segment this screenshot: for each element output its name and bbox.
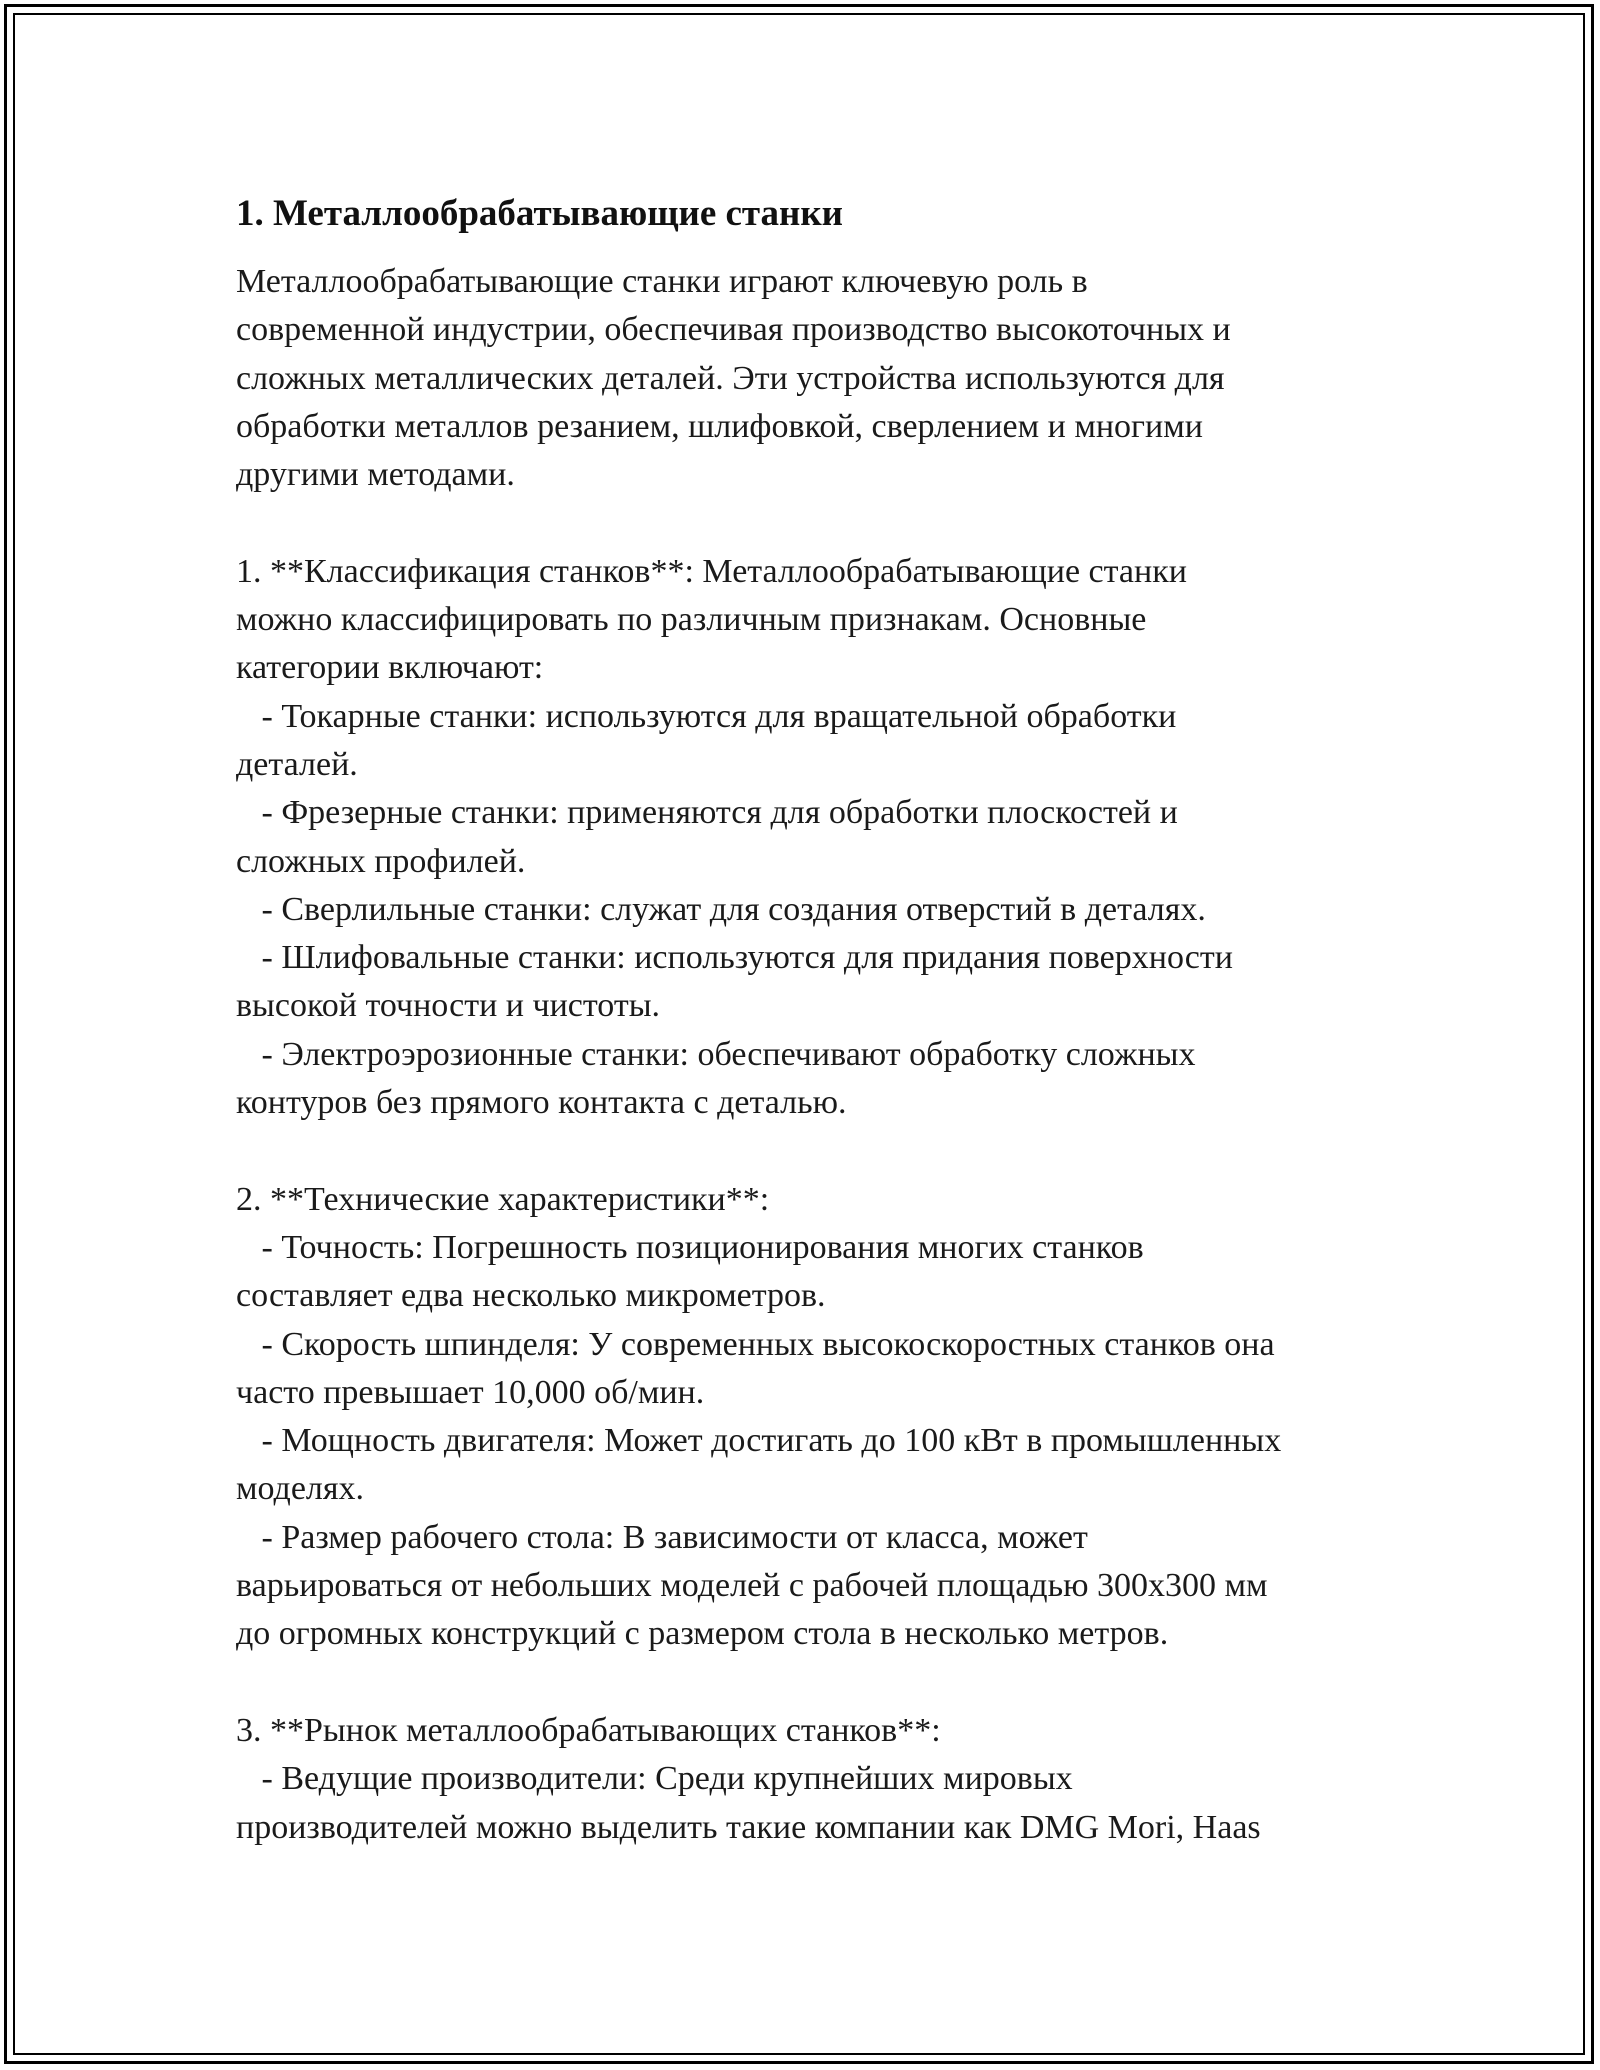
section-classification (236, 548, 1386, 1128)
list-item-line: составляет едва несколько микрометров. (236, 1277, 826, 1315)
document-heading: 1. Металлообрабатывающие станки (236, 193, 843, 234)
list-item-line: до огромных конструкций с размером стола в несколько метров. (236, 1615, 1169, 1653)
list-item-line: - Скорость шпинделя: У современных высокоскоростных станков она (236, 1325, 1275, 1363)
intro-line: современной индустрии, обеспечивая производство высокоточных и (236, 311, 1231, 349)
section-line: 2. **Технические характеристики**: (236, 1180, 770, 1218)
list-item-line: - Мощность двигателя: Может достигать до 100 кВт в промышленных (236, 1422, 1282, 1460)
section-market (236, 1707, 1386, 1852)
paragraph-gap (236, 1127, 1386, 1175)
intro-line: другими методами. (236, 456, 515, 494)
list-item-line: деталей. (236, 745, 358, 783)
list-item-line: моделях. (236, 1470, 365, 1508)
list-item-line: - Электроэрозионные станки: обеспечивают обработку сложных (236, 1035, 1196, 1073)
paragraph-gap (236, 1659, 1386, 1707)
list-item-line: сложных профилей. (236, 842, 526, 880)
paragraph-gap (236, 499, 1386, 547)
intro-paragraph (236, 258, 1386, 499)
document-body (236, 188, 1386, 1852)
section-line: 3. **Рынок металлообрабатывающих станков**: (236, 1711, 941, 1749)
section-line: 1. **Классификация станков**: Металлообрабатывающие станки (236, 552, 1187, 590)
section-line: категории включают: (236, 649, 544, 687)
list-item-line: - Ведущие производители: Среди крупнейших мировых (236, 1760, 1073, 1798)
list-item-line: - Токарные станки: используются для вращательной обработки (236, 697, 1177, 735)
list-item-line: высокой точности и чистоты. (236, 987, 661, 1025)
list-item-line: - Сверлильные станки: служат для создания отверстий в деталях. (236, 890, 1206, 928)
list-item-line: производителей можно выделить такие компании как DMG Mori, Haas (236, 1808, 1261, 1846)
list-item-line: - Фрезерные станки: применяются для обработки плоскостей и (236, 794, 1178, 832)
list-item-line: - Точность: Погрешность позиционирования многих станков (236, 1228, 1144, 1266)
list-item-line: - Размер рабочего стола: В зависимости от класса, может (236, 1518, 1088, 1556)
intro-line: Металлообрабатывающие станки играют ключевую роль в (236, 263, 1088, 300)
intro-line: сложных металлических деталей. Эти устройства используются для (236, 359, 1225, 397)
list-item-line: часто превышает 10,000 об/мин. (236, 1373, 705, 1411)
section-technical-specs (236, 1176, 1386, 1659)
intro-line: обработки металлов резанием, шлифовкой, сверлением и многими (236, 407, 1203, 445)
list-item-line: контуров без прямого контакта с деталью. (236, 1084, 847, 1122)
list-item-line: варьироваться от небольших моделей с рабочей площадью 300x300 мм (236, 1567, 1268, 1605)
section-line: можно классифицировать по различным признакам. Основные (236, 601, 1147, 639)
list-item-line: - Шлифовальные станки: используются для придания поверхности (236, 939, 1233, 977)
